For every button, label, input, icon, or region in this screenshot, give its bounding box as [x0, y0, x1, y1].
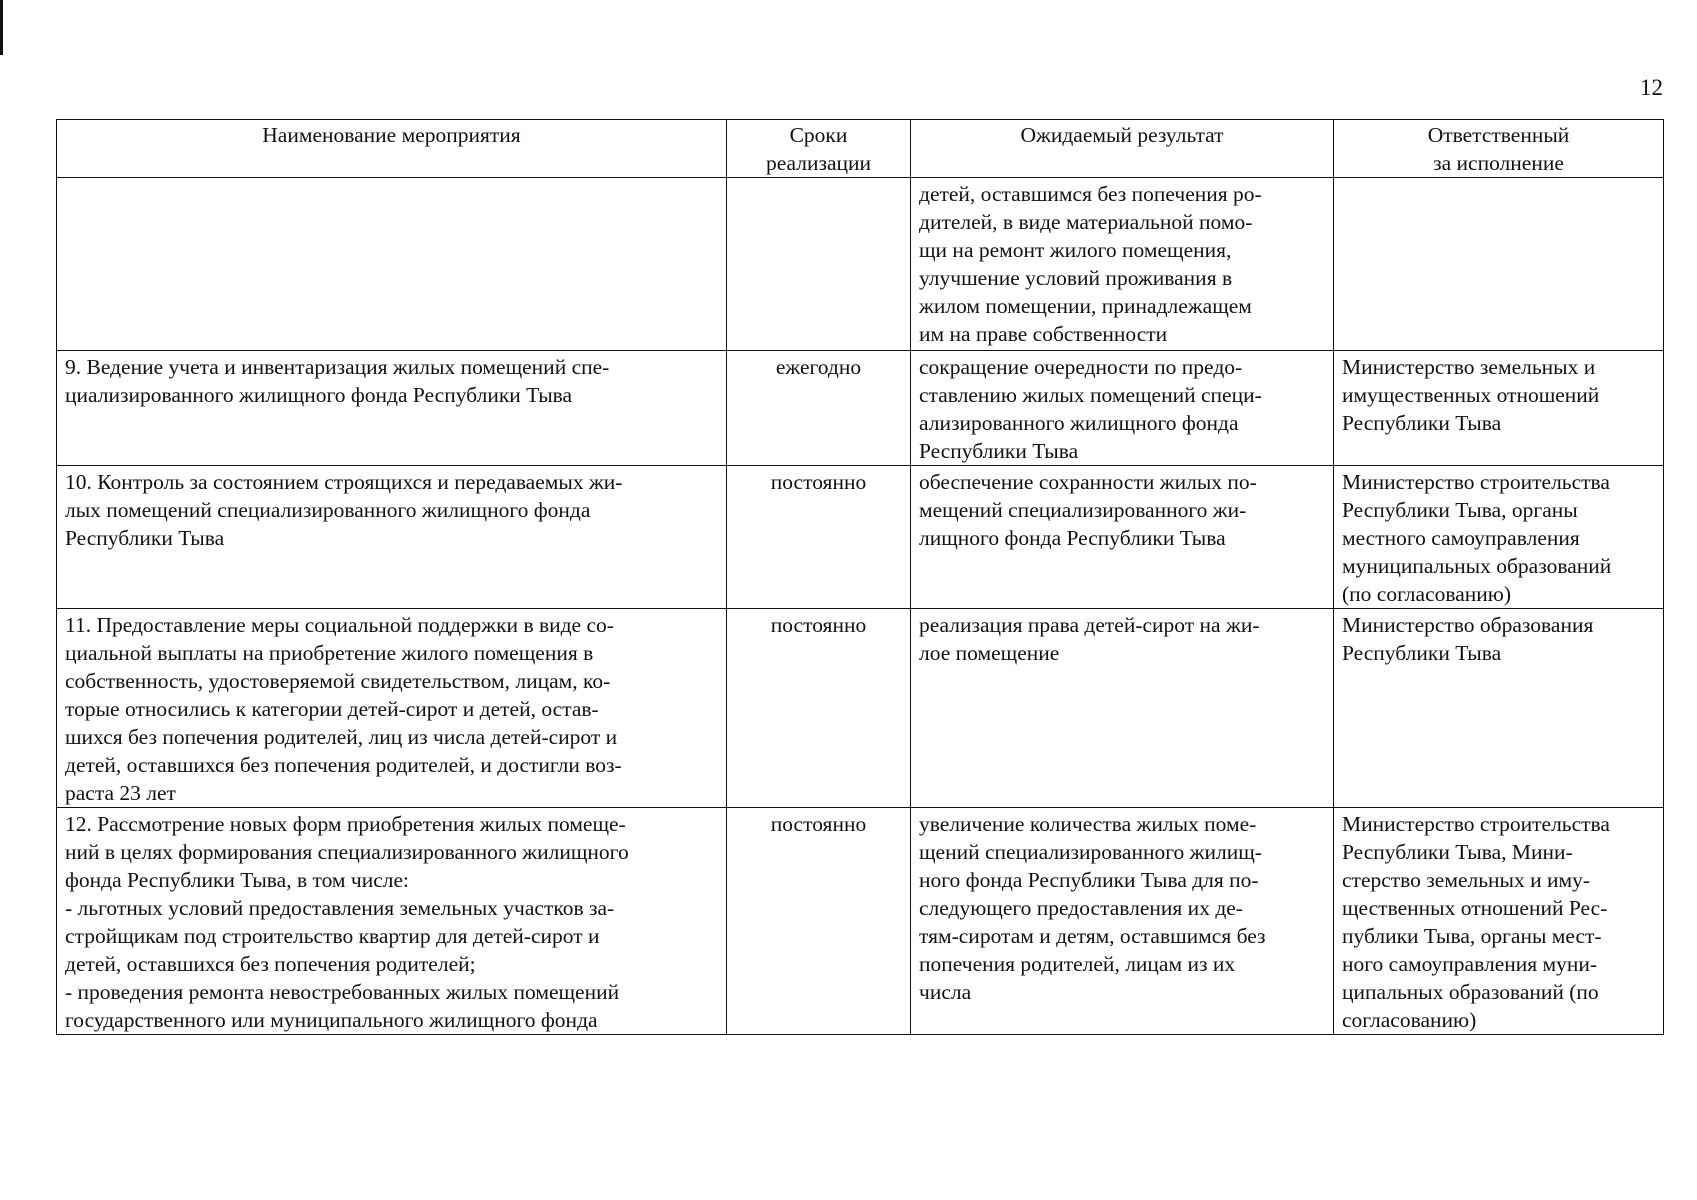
- header-expected-result: Ожидаемый результат: [911, 120, 1334, 178]
- activities-table: [56, 119, 1664, 1035]
- cell-expected-result: обеспечение сохранности жилых по- мещений специализированного жи- лищного фонда Республики Тыва: [911, 466, 1334, 609]
- table-row: [57, 466, 1664, 609]
- cell-activity-name: 10. Контроль за состоянием строящихся и передаваемых жи- лых помещений специализированного жилищного фонда Республики Тыва: [57, 466, 727, 609]
- cell-responsible: Министерство строительства Республики Тыва, органы местного самоуправления муниципальных образований (по согласованию): [1334, 466, 1664, 609]
- table-row: [57, 178, 1664, 351]
- cell-activity-name: 9. Ведение учета и инвентаризация жилых помещений спе- циализированного жилищного фонда Республики Тыва: [57, 351, 727, 466]
- cell-activity-name: [57, 178, 727, 351]
- table-row: [57, 808, 1664, 1035]
- cell-expected-result: сокращение очередности по предо- ставлению жилых помещений специ- ализированного жилищного фонда Республики Тыва: [911, 351, 1334, 466]
- header-terms: Сроки реализации: [727, 120, 911, 178]
- table-header-row: [57, 120, 1664, 178]
- cell-responsible: Министерство земельных и имущественных отношений Республики Тыва: [1334, 351, 1664, 466]
- header-activity-name: Наименование мероприятия: [57, 120, 727, 178]
- cell-responsible: Министерство образования Республики Тыва: [1334, 609, 1664, 808]
- cell-term: постоянно: [727, 808, 911, 1035]
- cell-expected-result: увеличение количества жилых поме- щений специализированного жилищ- ного фонда Республики Тыва для по- следующего предоставления их де- тям-сиротам и детям, оставшимся без попечения родителей, лицам из их числа: [911, 808, 1334, 1035]
- cell-responsible: Министерство строительства Республики Тыва, Мини- стерство земельных и иму- щественных отношений Рес- публики Тыва, органы мест- ного самоуправления муни- ципальных образований (по согласованию): [1334, 808, 1664, 1035]
- header-responsible: Ответственный за исполнение: [1334, 120, 1664, 178]
- cell-activity-name: 12. Рассмотрение новых форм приобретения жилых помеще- ний в целях формирования специализированного жилищного фонда Республики Тыва, в том числе: - льготных условий предоставления земельных участков за- стройщикам под строительство квартир для детей-сирот и детей, оставшихся без попечения родителей; - проведения ремонта невостребованных жилых помещений государственного или муниципального жилищного фонда: [57, 808, 727, 1035]
- table-row: [57, 609, 1664, 808]
- cell-term: постоянно: [727, 609, 911, 808]
- cell-expected-result: реализация права детей-сирот на жи- лое помещение: [911, 609, 1334, 808]
- scan-edge-mark: [0, 0, 3, 55]
- page-number: 12: [1640, 75, 1663, 100]
- cell-term: ежегодно: [727, 351, 911, 466]
- cell-expected-result: детей, оставшимся без попечения ро- дителей, в виде материальной помо- щи на ремонт жилого помещения, улучшение условий проживания в жилом помещении, принадлежащем им на праве собственности: [911, 178, 1334, 351]
- cell-term: постоянно: [727, 466, 911, 609]
- cell-activity-name: 11. Предоставление меры социальной поддержки в виде со- циальной выплаты на приобретение жилого помещения в собственность, удостоверяемой свидетельством, лицам, ко- торые относились к категории детей-сирот и детей, остав- шихся без попечения родителей, лиц из числа детей-сирот и детей, оставшихся без попечения родителей, и достигли воз- раста 23 лет: [57, 609, 727, 808]
- cell-term: [727, 178, 911, 351]
- cell-responsible: [1334, 178, 1664, 351]
- table-row: [57, 351, 1664, 466]
